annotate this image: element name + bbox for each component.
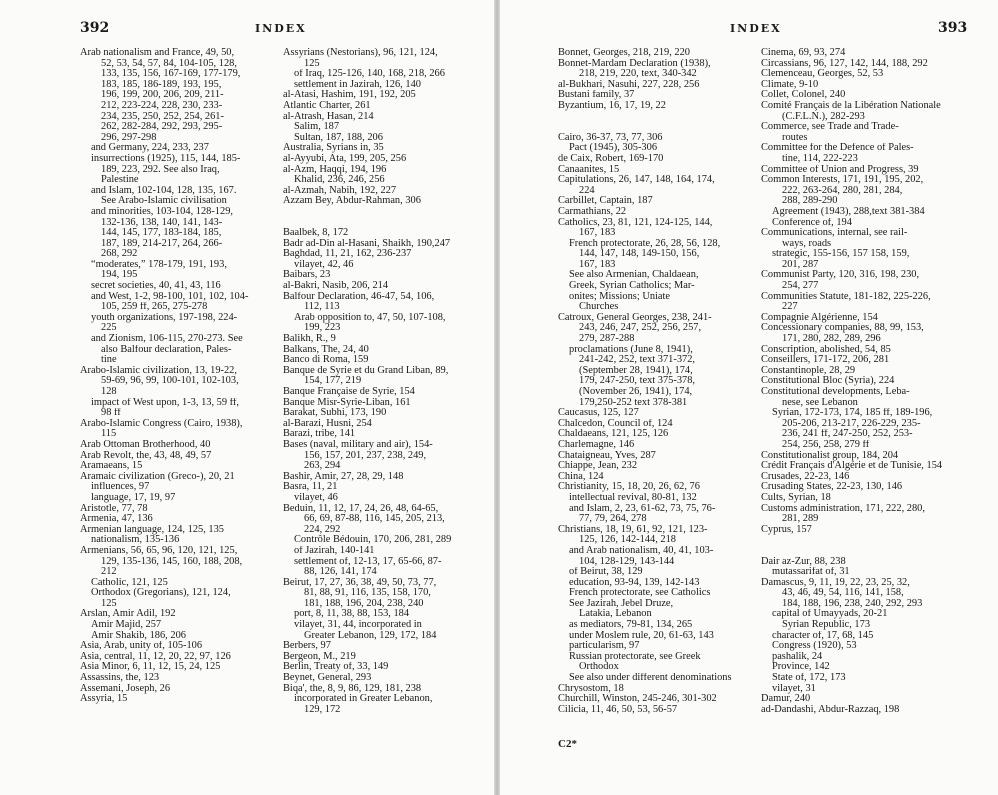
index-entry: Canaanites, 15 [558, 164, 620, 175]
index-entry: Asia, central, 11, 12, 20, 22, 97, 126 [80, 651, 231, 662]
index-subentry: 156, 157, 201, 237, 238, 249, [304, 450, 427, 461]
index-entry: Barakat, Subhi, 173, 190 [283, 408, 387, 419]
index-subentry: Contrôle Bédouin, 170, 206, 281, 289 [294, 535, 452, 546]
index-entry: Banque Française de Syrie, 154 [283, 387, 415, 397]
index-entry: al-Atasi, Hashim, 191, 192, 205 [283, 90, 416, 101]
index-entry: Asia, Arab, unity of, 105-106 [80, 641, 203, 652]
index-subentry: impact of West upon, 1-3, 13, 59 ff, [91, 397, 239, 408]
index-subentry: strategic, 155-156, 157 158, 159, [772, 249, 910, 260]
index-entry: Conscription, abolished, 54, 85 [761, 344, 891, 355]
index-entry: Catroux, General Georges, 238, 241- [558, 312, 712, 323]
left-page [0, 0, 494, 795]
index-subentry: (September 28, 1941), 174, [579, 365, 693, 376]
index-subentry: See Jazirah, Jebel Druze, [569, 598, 674, 609]
index-subentry: and Zionism, 106-115, 270-273. See [91, 334, 243, 345]
index-subentry: 262, 282-284, 292, 293, 295- [101, 122, 223, 133]
index-subentry: French protectorate, see Catholics [569, 588, 711, 599]
index-entry: Aristotle, 77, 78 [80, 503, 148, 514]
index-entry: Circassians, 96, 127, 142, 144, 188, 292 [761, 58, 928, 69]
index-subentry: 125 [304, 58, 320, 69]
index-entry: al-Atrash, Hasan, 214 [283, 111, 374, 122]
index-subentry: vilayet, 31 [772, 683, 816, 694]
index-subentry: 66, 69, 87-88, 116, 145, 205, 213, [304, 514, 445, 525]
index-entry: Byzantium, 16, 17, 19, 22 [558, 100, 666, 111]
right-page [500, 0, 998, 795]
index-subentry: Sultan, 187, 188, 206 [294, 132, 383, 143]
index-subentry: 81, 88, 91, 116, 135, 158, 170, [304, 588, 431, 599]
index-entry: Carmathians, 22 [558, 206, 627, 217]
index-subentry: particularism, 97 [569, 641, 640, 652]
index-entry: Azzam Bey, Abdur-Rahman, 306 [283, 196, 421, 207]
index-entry: Constitutionalist group, 184, 204 [761, 450, 899, 461]
index-entry: Arabo-Islamic Congress (Cairo, 1938), [80, 418, 243, 429]
index-subentry: nationalism, 135-136 [91, 535, 180, 546]
index-entry: Arslan, Amir Adil, 192 [80, 609, 176, 620]
index-subentry: and minorities, 103-104, 128-129, [91, 206, 233, 217]
index-subentry: (November 26, 1941), 174, [579, 387, 693, 397]
index-entry: Christianity, 15, 18, 20, 26, 62, 76 [558, 482, 700, 493]
index-subentry: 194, 195 [101, 270, 138, 281]
index-entry: Constitutional Bloc (Syria), 224 [761, 376, 895, 387]
index-entry: Constantinople, 28, 29 [761, 365, 856, 376]
index-entry: Armenia, 47, 136 [80, 514, 153, 525]
index-subentry: Russian protectorate, see Greek [569, 651, 701, 662]
index-entry: Bustani family, 37 [558, 90, 635, 101]
index-entry: Arab Ottoman Brotherhood, 40 [80, 439, 211, 450]
index-subentry: 133, 135, 156, 167-169, 177-179, [101, 69, 241, 80]
index-entry: Constitutional developments, Leba- [761, 387, 910, 397]
index-subentry: as mediators, 79-81, 134, 265 [569, 620, 693, 631]
index-subentry: 105, 259 ff, 265, 275-278 [101, 302, 208, 313]
page-number: 392 [80, 20, 110, 36]
index-subentry: 115 [101, 429, 117, 440]
index-entry: Balkans, The, 24, 40 [283, 344, 369, 355]
index-entry: Chrysostom, 18 [558, 683, 624, 694]
index-subentry: Province, 142 [772, 662, 830, 673]
index-entry: Cinema, 69, 93, 274 [761, 48, 846, 58]
index-entry: Chalcedon, Council of, 124 [558, 418, 673, 429]
index-subentry: routes [782, 132, 808, 143]
index-entry: Banque de Syrie et du Grand Liban, 89, [283, 365, 449, 376]
index-subentry: Churches [579, 302, 619, 313]
index-subentry: Conference of, 194 [772, 217, 852, 228]
index-subentry: 212, 223-224, 228, 230, 233- [101, 100, 223, 111]
running-header: INDEX [730, 22, 782, 35]
index-subentry: 268, 292 [101, 249, 138, 260]
index-entry: Beynet, General, 293 [283, 673, 372, 684]
index-entry: Chiappe, Jean, 232 [558, 461, 638, 472]
index-subentry: pashalik, 24 [772, 651, 823, 662]
index-subentry: and Germany, 224, 233, 237 [91, 143, 209, 154]
index-entry: Arab nationalism and France, 49, 50, [80, 48, 235, 58]
running-header: INDEX [255, 22, 307, 35]
index-subentry: 196, 199, 200, 206, 209, 211- [101, 90, 224, 101]
index-subentry: 279, 287-288 [579, 334, 635, 345]
index-subentry: 212 [101, 567, 117, 578]
index-subentry: of Beirut, 38, 129 [569, 567, 643, 578]
index-entry: Damur, 240 [761, 694, 811, 705]
entry-gap [761, 546, 961, 557]
index-subentry: Orthodox (Gregorians), 121, 124, [91, 588, 231, 599]
index-subentry: 224 [579, 185, 595, 196]
index-subentry: and Islam, 2, 23, 61-62, 73, 75, 76- [569, 503, 716, 514]
index-entry: Capitulations, 26, 147, 148, 164, 174, [558, 175, 715, 186]
index-subentry: Orthodox [579, 662, 619, 673]
index-subentry: See Arabo-Islamic civilisation [101, 196, 227, 207]
index-subentry: 77, 79, 264, 278 [579, 514, 647, 525]
index-subentry: also Balfour declaration, Pales- [101, 344, 232, 355]
index-subentry: Syrian, 172-173, 174, 185 ff, 189-196, [772, 408, 933, 419]
index-entry: Berlin, Treaty of, 33, 149 [283, 662, 389, 673]
index-entry: Balikh, R., 9 [283, 334, 336, 345]
index-subentry: 234, 235, 250, 252, 254, 261- [101, 111, 224, 122]
index-entry: Australia, Syrians in, 35 [283, 143, 384, 154]
index-subentry: 201, 287 [782, 259, 819, 270]
index-entry: Banque Misr-Syrie-Liban, 161 [283, 397, 411, 408]
index-column [80, 48, 270, 705]
index-subentry: ways, roads [782, 238, 832, 249]
index-entry: de Caix, Robert, 169-170 [558, 153, 664, 164]
index-subentry: 171, 280, 282, 289, 296 [782, 334, 881, 345]
index-subentry: 189, 223, 292. See also Iraq, [101, 164, 220, 175]
index-entry: Clemenceau, Georges, 52, 53 [761, 69, 884, 80]
index-subentry: of Jazirah, 140-141 [294, 545, 375, 556]
index-subentry: Arab opposition to, 47, 50, 107-108, [294, 312, 446, 323]
index-entry: Communist Party, 120, 316, 198, 230, [761, 270, 920, 281]
index-entry: Communities Statute, 181-182, 225-226, [761, 291, 931, 302]
index-subentry: 129, 135-136, 145, 160, 188, 208, [101, 556, 243, 567]
index-entry: Arabo-Islamic civilization, 13, 19-22, [80, 365, 237, 376]
index-subentry: port, 8, 11, 38, 88, 153, 184 [294, 609, 410, 620]
index-entry: al-Bukhari, Nasuhi, 227, 228, 256 [558, 79, 700, 90]
index-entry: Assyria, 15 [80, 694, 128, 705]
index-entry: Armenians, 56, 65, 96, 120, 121, 125, [80, 545, 238, 556]
index-subentry: 88, 126, 141, 174 [304, 567, 377, 578]
index-entry: Carbillet, Captain, 187 [558, 196, 653, 207]
index-subentry: vilayet, 46 [294, 492, 338, 503]
index-subentry: See also under different denominations [569, 673, 732, 684]
index-subentry: 52, 53, 54, 57, 84, 104-105, 128, [101, 58, 237, 69]
index-subentry: 184, 188, 196, 238, 240, 292, 293 [782, 598, 923, 609]
index-subentry: State of, 172, 173 [772, 673, 846, 684]
index-subentry: influences, 97 [91, 482, 150, 493]
index-entry: Banco di Roma, 159 [283, 355, 369, 366]
index-subentry: 144, 145, 177, 183-184, 185, [101, 228, 222, 239]
index-subentry: incorporated in Greater Lebanon, [294, 694, 433, 705]
index-subentry: 288, 289-290 [782, 196, 838, 207]
index-subentry: 281, 289 [782, 514, 819, 525]
index-entry: Catholics, 23, 81, 121, 124-125, 144, [558, 217, 713, 228]
index-subentry: 179, 247-250, text 375-378, [579, 376, 696, 387]
index-entry: Asia Minor, 6, 11, 12, 15, 24, 125 [80, 662, 221, 673]
index-subentry: vilayet, 42, 46 [294, 259, 354, 270]
index-entry: al-Azm, Haqqi, 194, 196 [283, 164, 387, 175]
index-subentry: Salim, 187 [294, 122, 340, 133]
index-subentry: Latakia, Lebanon [579, 609, 652, 620]
index-entry: Aramaeans, 15 [80, 461, 143, 472]
entry-gap [761, 535, 961, 546]
index-entry: Bergeon, M., 219 [283, 651, 356, 662]
index-subentry: Syrian Republic, 173 [782, 620, 871, 631]
index-subentry: nese, see Lebanon [782, 397, 858, 408]
index-subentry: tine, 114, 222-223 [782, 153, 858, 164]
index-entry: al-Bakri, Nasib, 206, 214 [283, 281, 389, 292]
index-subentry: 222, 263-264, 280, 281, 284, [782, 185, 903, 196]
index-subentry: Khalid, 236, 246, 256 [294, 175, 385, 186]
index-entry: Aramaic civilization (Greco-), 20, 21 [80, 471, 235, 482]
index-entry: Cults, Syrian, 18 [761, 492, 831, 503]
index-column [283, 48, 473, 715]
index-subentry: and West, 1-2, 98-100, 101, 102, 104- [91, 291, 249, 302]
index-entry: Cairo, 36-37, 73, 77, 306 [558, 132, 663, 143]
page-number: 393 [938, 20, 968, 36]
index-subentry: mutassarifat of, 31 [772, 567, 850, 578]
index-subentry: 205-206, 213-217, 226-229, 235- [782, 418, 921, 429]
index-entry: Berbers, 97 [283, 641, 331, 652]
index-subentry: Amir Majid, 257 [91, 620, 162, 631]
index-entry: al-Ayyubi, Ata, 199, 205, 256 [283, 153, 407, 164]
index-subentry: 154, 177, 219 [304, 376, 362, 387]
index-subentry: 125, 126, 142-144, 218 [579, 535, 676, 546]
index-subentry: intellectual revival, 80-81, 132 [569, 492, 697, 503]
index-subentry: education, 93-94, 139, 142-143 [569, 577, 700, 588]
index-subentry: 167, 183 [579, 259, 616, 270]
index-entry: Communications, internal, see rail- [761, 228, 908, 239]
index-entry: al-Barazi, Husni, 254 [283, 418, 372, 429]
index-entry: Assemani, Joseph, 26 [80, 683, 171, 694]
index-entry: China, 124 [558, 471, 604, 482]
index-entry: Charlemagne, 146 [558, 439, 635, 450]
index-entry: Christians, 18, 19, 61, 92, 121, 123- [558, 524, 708, 535]
index-subentry: 167, 183 [579, 228, 616, 239]
entry-gap [283, 207, 473, 218]
index-entry: Assassins, the, 123 [80, 673, 160, 684]
index-subentry: 187, 189, 214-217, 264, 266- [101, 238, 223, 249]
index-subentry: Pact (1945), 305-306 [569, 143, 658, 154]
index-subentry: onites; Missions; Uniate [569, 291, 671, 302]
index-subentry: 183, 185, 186-189, 193, 195, [101, 79, 222, 90]
index-entry: Bonnet, Georges, 218, 219, 220 [558, 48, 690, 58]
index-entry: Chaldaeans, 121, 125, 126 [558, 429, 669, 440]
index-subentry: 254, 277 [782, 281, 819, 292]
index-subentry: 112, 113 [304, 302, 340, 313]
index-subentry: youth organizations, 197-198, 224- [91, 312, 238, 323]
index-entry: Balfour Declaration, 46-47, 54, 106, [283, 291, 435, 302]
index-entry: Crusades, 22-23, 146 [761, 471, 850, 482]
index-subentry: 218, 219, 220, text, 340-342 [579, 69, 697, 80]
index-subentry: proclamations (June 8, 1941), [569, 344, 693, 355]
index-subentry: 125 [101, 598, 117, 609]
index-entry: al-Azmah, Nabih, 192, 227 [283, 185, 397, 196]
index-subentry: 225 [101, 323, 117, 334]
index-subentry: capital of Umayyads, 20-21 [772, 609, 888, 620]
index-entry: Bashir, Amir, 27, 28, 29, 148 [283, 471, 404, 482]
index-entry: Committee for the Defence of Pales- [761, 143, 914, 154]
index-subentry: 296, 297-298 [101, 132, 157, 143]
index-subentry: 181, 188, 196, 204, 238, 240 [304, 598, 424, 609]
index-subentry: under Moslem rule, 20, 61-63, 143 [569, 630, 714, 641]
index-subentry: 59-69, 96, 99, 100-101, 102-103, [101, 376, 239, 387]
entry-gap [558, 112, 754, 123]
index-entry: Comité Français de la Libération Nationale [761, 100, 941, 111]
index-subentry: 128 [101, 387, 117, 397]
index-entry: Cilicia, 11, 46, 50, 53, 56-57 [558, 704, 678, 715]
index-entry: Armenian language, 124, 125, 135 [80, 524, 224, 535]
index-entry: Damascus, 9, 11, 19, 22, 23, 25, 32, [761, 577, 910, 588]
index-entry: Common Interests, 171, 191, 195, 202, [761, 175, 924, 186]
index-entry: Dair az-Zur, 88, 238 [761, 556, 846, 567]
index-entry: Committee of Union and Progress, 39 [761, 164, 919, 175]
index-entry: Conseillers, 171-172, 206, 281 [761, 355, 890, 366]
index-subentry: 144, 147, 148, 149-150, 156, [579, 249, 700, 260]
entry-gap [558, 122, 754, 133]
index-subentry: Amir Shakib, 186, 206 [91, 630, 186, 641]
index-subentry: insurrections (1925), 115, 144, 185- [91, 153, 241, 164]
index-entry: Caucasus, 125, 127 [558, 408, 639, 419]
index-subentry: French protectorate, 26, 28, 56, 128, [569, 238, 721, 249]
index-entry: Commerce, see Trade and Trade- [761, 122, 899, 133]
index-subentry: Greater Lebanon, 129, 172, 184 [304, 630, 437, 641]
index-subentry: Greek, Syrian Catholics; Mar- [569, 281, 695, 292]
index-entry: Assyrians (Nestorians), 96, 121, 124, [283, 48, 438, 58]
index-entry: Atlantic Charter, 261 [283, 100, 371, 111]
index-subentry: and Arab nationalism, 40, 41, 103- [569, 545, 714, 556]
index-entry: Badr ad-Din al-Hasani, Shaikh, 190,247 [283, 238, 451, 249]
index-entry: Crédit Français d'Algérie et de Tunisie, 154 [761, 461, 943, 472]
index-entry: Chataigneau, Yves, 287 [558, 450, 656, 461]
index-subentry: of Iraq, 125-126, 140, 168, 218, 266 [294, 69, 445, 80]
index-entry: Beduin, 11, 12, 17, 24, 26, 48, 64-65, [283, 503, 439, 514]
index-subentry: 224, 292 [304, 524, 341, 535]
index-subentry: 243, 246, 247, 252, 256, 257, [579, 323, 702, 334]
index-subentry: 132-136, 138, 140, 141, 143- [101, 217, 223, 228]
index-subentry: Catholic, 121, 125 [91, 577, 168, 588]
index-column [558, 48, 754, 715]
index-subentry: 179,250-252 text 378-381 [579, 397, 688, 408]
index-entry: Concessionary companies, 88, 99, 153, [761, 323, 924, 334]
index-entry: Bonnet-Mardam Declaration (1938), [558, 58, 711, 69]
index-entry: Arab Revolt, the, 43, 48, 49, 57 [80, 450, 212, 461]
index-entry: Compagnie Algérienne, 154 [761, 312, 878, 323]
index-subentry: 236, 241 ff, 247-250, 252, 253- [782, 429, 913, 440]
index-entry: Basra, 11, 21 [283, 482, 338, 493]
index-subentry: (C.F.L.N.), 282-293 [782, 111, 865, 122]
index-subentry: settlement in Jazirah, 126, 140 [294, 79, 421, 90]
index-subentry: See also Armenian, Chaldaean, [569, 270, 699, 281]
index-entry: Barazi, tribe, 141 [283, 429, 356, 440]
index-subentry: settlement of, 12-13, 17, 65-66, 87- [294, 556, 442, 567]
index-entry: Climate, 9-10 [761, 79, 819, 90]
index-entry: Baibars, 23 [283, 270, 331, 281]
index-entry: Baalbek, 8, 172 [283, 228, 349, 239]
entry-gap [283, 218, 473, 229]
index-subentry: vilayet, 31, 44, incorporated in [294, 620, 422, 631]
index-subentry: secret societies, 40, 41, 43, 116 [91, 281, 221, 292]
index-subentry: 199, 223 [304, 323, 341, 334]
index-entry: Biqa', the, 8, 9, 86, 129, 181, 238 [283, 683, 422, 694]
index-entry: Beirut, 17, 27, 36, 38, 49, 50, 73, 77, [283, 577, 437, 588]
index-entry: Baghdad, 11, 21, 162, 236-237 [283, 249, 412, 260]
index-subentry: 43, 46, 49, 54, 116, 141, 158, [782, 588, 904, 599]
index-subentry: language, 17, 19, 97 [91, 492, 176, 503]
index-subentry: Palestine [101, 175, 139, 186]
index-subentry: 241-242, 252, text 371-372, [579, 355, 696, 366]
index-subentry: Agreement (1943), 288,text 381-384 [772, 206, 925, 217]
index-subentry: 98 ff [101, 408, 121, 419]
index-subentry: 263, 294 [304, 461, 341, 472]
index-entry: Churchill, Winston, 245-246, 301-302 [558, 694, 717, 705]
index-entry: Crusading States, 22-23, 130, 146 [761, 482, 903, 493]
index-subentry: character of, 17, 68, 145 [772, 630, 874, 641]
index-subentry: 104, 128-129, 143-144 [579, 556, 675, 567]
signature-mark: C2* [558, 738, 577, 750]
index-entry: Collet, Colonel, 240 [761, 90, 846, 101]
index-entry: Customs administration, 171, 222, 280, [761, 503, 925, 514]
index-subentry: 227 [782, 302, 798, 313]
index-entry: Cyprus, 157 [761, 524, 812, 535]
index-subentry: “moderates,” 178-179, 191, 193, [91, 259, 227, 270]
index-subentry: 129, 172 [304, 704, 341, 715]
index-entry: Bases (naval, military and air), 154- [283, 439, 433, 450]
index-column [761, 48, 961, 715]
index-subentry: Congress (1920), 53 [772, 641, 857, 652]
index-entry: ad-Dandashi, Abdur-Razzaq, 198 [761, 704, 900, 715]
index-subentry: 254, 256, 258, 279 ff [782, 439, 870, 450]
index-subentry: tine [101, 355, 117, 366]
index-subentry: and Islam, 102-104, 128, 135, 167. [91, 185, 237, 196]
